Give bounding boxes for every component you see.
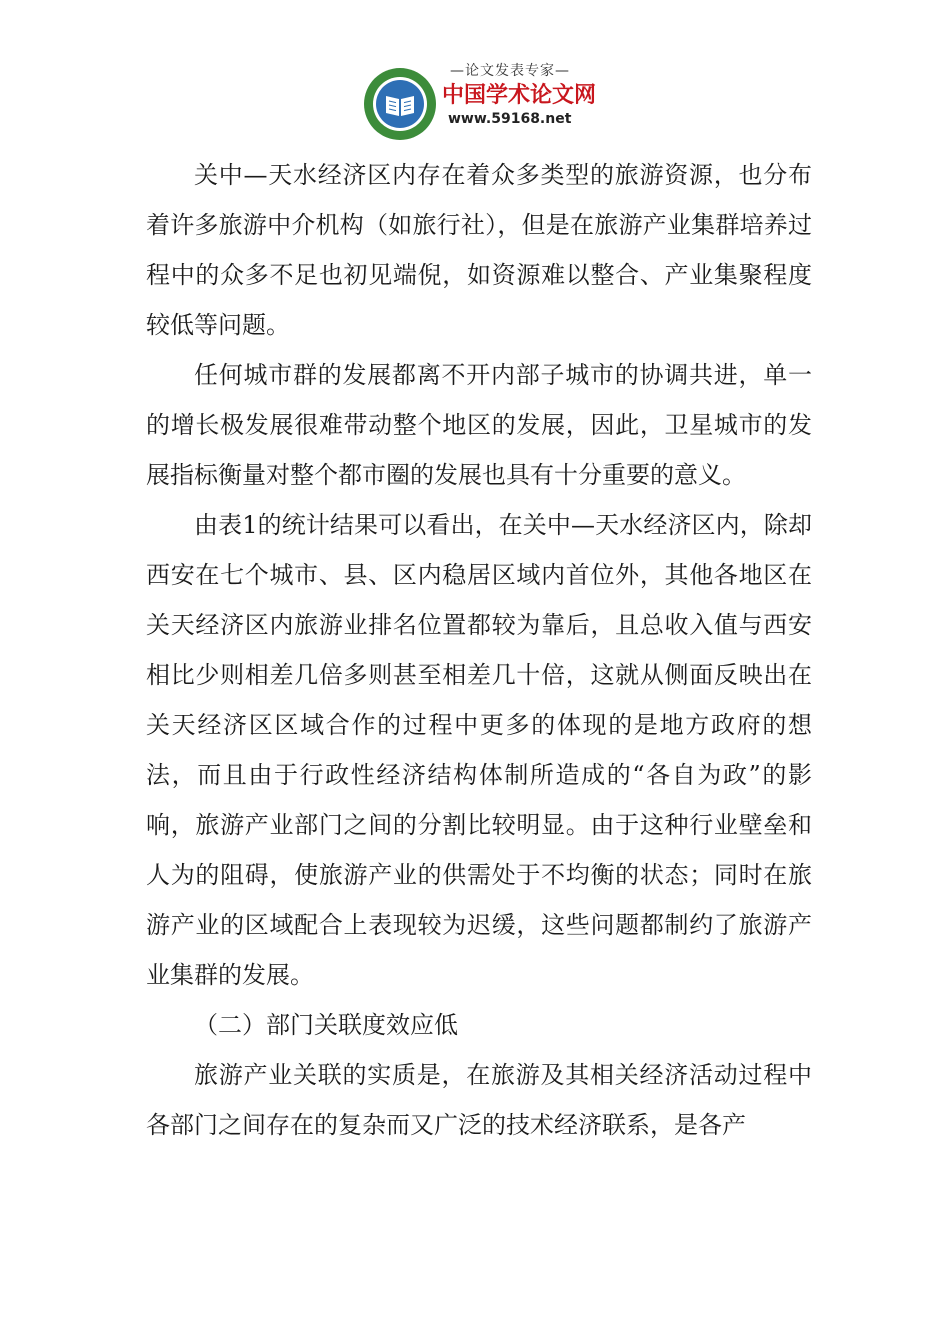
article-body bbox=[146, 150, 812, 1150]
site-slogan: —论文发表专家— bbox=[450, 63, 570, 79]
paragraph-3: 由表1的统计结果可以看出，在关中—天水经济区内，除却西安在七个城市、县、区内稳居区域内首位外，其他各地区在关天经济区内旅游业排名位置都较为靠后，且总收入值与西安相比少则相差几倍多则甚至相差几十倍，这就从侧面反映出在关天经济区区域合作的过程中更多的体现的是地方政府的想法，而且由于行政性经济结构体制所造成的“各自为政”的影响，旅游产业部门之间的分割比较明显。由于这种行业壁垒和人为的阻碍，使旅游产业的供需处于不均衡的状态；同时在旅游产业的区域配合上表现较为迟缓，这些问题都制约了旅游产业集群的发展。 bbox=[146, 511, 812, 989]
paragraph-4: 旅游产业关联的实质是，在旅游及其相关经济活动过程中各部门之间存在的复杂而又广泛的技术经济联系，是各产 bbox=[146, 1061, 812, 1139]
section-heading: （二）部门关联度效应低 bbox=[194, 1011, 458, 1039]
site-header bbox=[362, 62, 597, 142]
site-url: www.59168.net bbox=[448, 111, 572, 127]
paragraph-2: 任何城市群的发展都离不开内部子城市的协调共进，单一的增长极发展很难带动整个地区的发展，因此，卫星城市的发展指标衡量对整个都市圈的发展也具有十分重要的意义。 bbox=[146, 361, 812, 489]
site-brand bbox=[442, 62, 597, 128]
site-logo-seal bbox=[362, 66, 438, 142]
site-name: 中国学术论文网 bbox=[442, 83, 597, 108]
paragraph-1: 关中—天水经济区内存在着众多类型的旅游资源，也分布着许多旅游中介机构（如旅行社），但是在旅游产业集群培养过程中的众多不足也初见端倪，如资源难以整合、产业集聚程度较低等问题。 bbox=[146, 161, 812, 339]
